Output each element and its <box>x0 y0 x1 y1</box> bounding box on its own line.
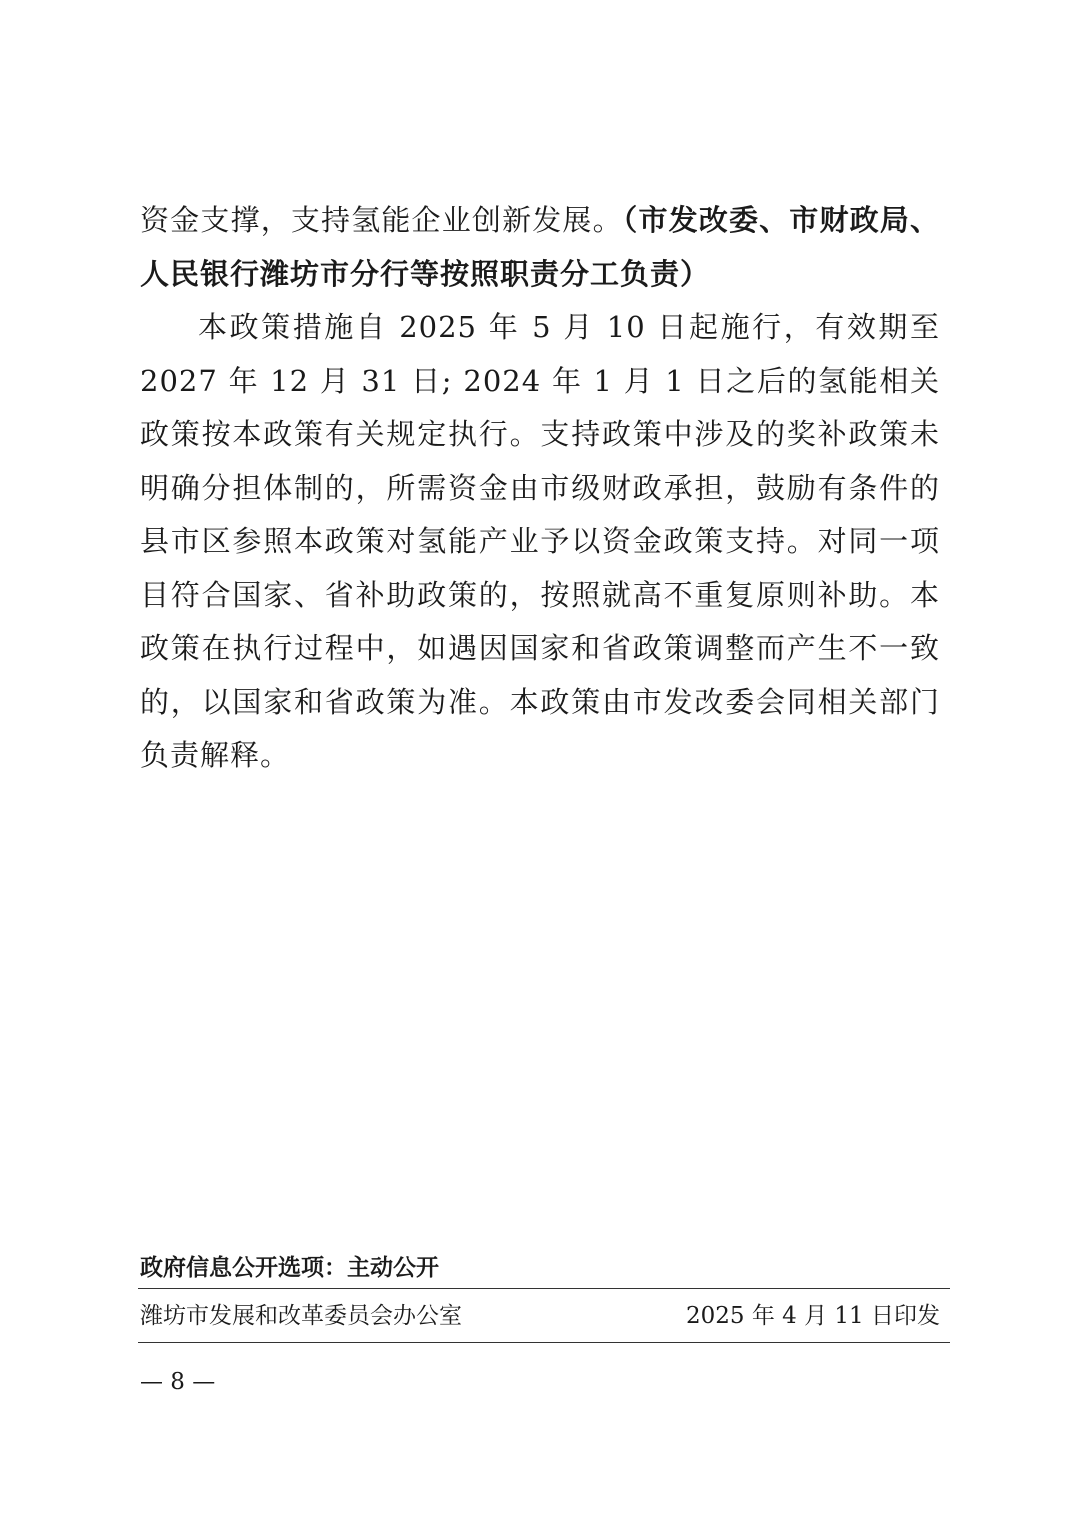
responsible-departments: （市发改委、市财政局、人民银行潍坊市分行等按照职责分工负责） <box>140 203 940 291</box>
footer-divider-top <box>138 1288 950 1289</box>
page-number: — 8 — <box>140 1369 216 1395</box>
disclosure-option: 政府信息公开选项：主动公开 <box>140 1255 439 1281</box>
paragraph-effective-period: 本政策措施自 2025 年 5 月 10 日起施行，有效期至 2027 年 12 月 31 日; 2024 年 1 月 1 日之后的氢能相关政策按本政策有关规定执行。支持政策中涉及的奖补政策未明确分担体制的，所需资金由市级财政承担，鼓励有条件的县市区参照本政策对氢能产业予以资金政策支持。对同一项目符合国家、省补助政策的，按照就高不重复原则补助。本政策在执行过程中，如遇因国家和省政策调整而产生不一致的，以国家和省政策为准。本政策由市发改委会同相关部门负责解释。 <box>140 310 940 772</box>
issue-date: 2025 年 4 月 11 日印发 <box>686 1303 940 1329</box>
footer-issuer-row <box>140 1296 940 1336</box>
paragraph-funding-text: 资金支撑，支持氢能企业创新发展。 <box>140 203 623 237</box>
paragraph-funding-support <box>140 194 940 301</box>
issuing-office: 潍坊市发展和改革委员会办公室 <box>140 1303 462 1329</box>
footer-divider-bottom <box>138 1342 950 1343</box>
document-body <box>140 194 940 783</box>
